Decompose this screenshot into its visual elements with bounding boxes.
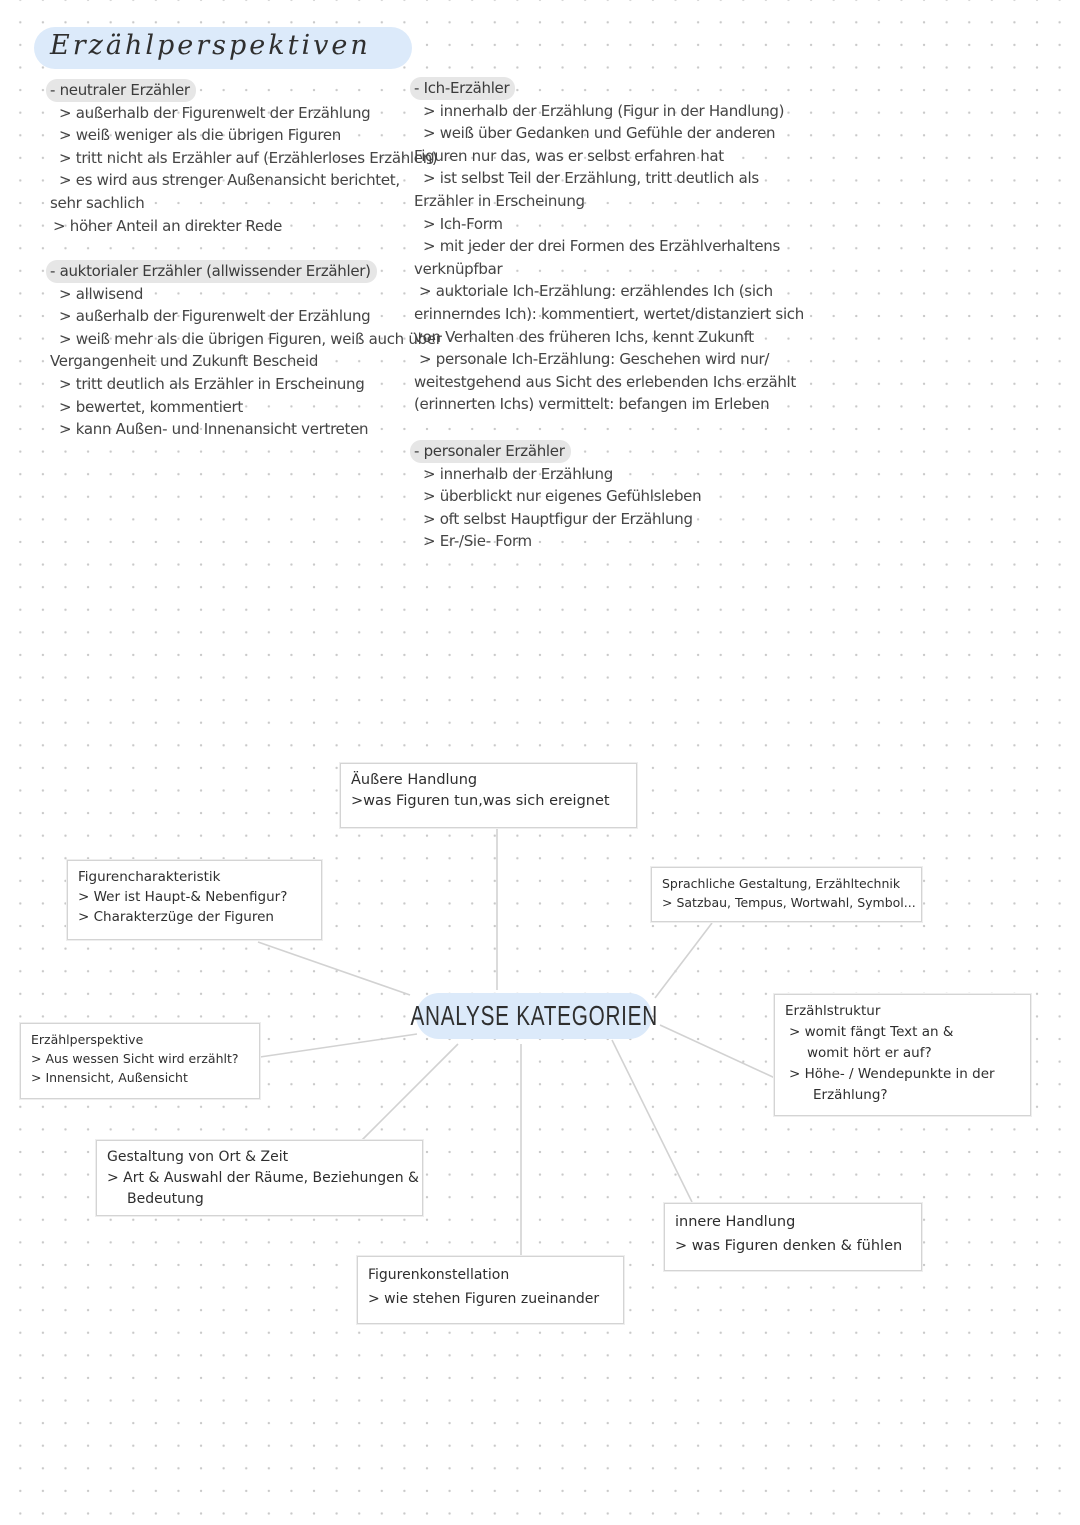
text-line: > höher Anteil an direkter Rede — [53, 216, 283, 235]
text-line: > überblickt nur eigenes Gefühlsleben — [423, 487, 702, 506]
node-title: Erzählperspektive — [31, 1032, 144, 1047]
node-erzaehlstruktur — [774, 994, 1031, 1116]
node-title: Erzählstruktur — [785, 1003, 881, 1019]
node-title: Gestaltung von Ort & Zeit — [107, 1149, 289, 1165]
text-line: > innerhalb der Erzählung (Figur in der Handlung) — [423, 101, 785, 120]
node-text: >was Figuren tun,was sich ereignet — [351, 793, 610, 809]
text-line: > außerhalb der Figurenwelt der Erzählung — [59, 103, 371, 122]
text-line: > tritt nicht als Erzähler auf (Erzählerloses Erzählen) — [59, 148, 438, 167]
text-line: sehr sachlich — [50, 193, 145, 212]
text-line: weitestgehend aus Sicht des erlebenden Ichs erzählt — [414, 372, 797, 391]
node-title: Figurencharakteristik — [78, 869, 221, 885]
text-line: > kann Außen- und Innenansicht vertreten — [59, 420, 369, 439]
connector-line — [612, 1040, 692, 1202]
connector-line — [258, 942, 410, 995]
connector-line — [362, 1044, 458, 1140]
text-line: > oft selbst Hauptfigur der Erzählung — [423, 509, 693, 528]
node-ort-und-zeit — [96, 1140, 423, 1216]
text-line: > mit jeder der drei Formen des Erzählverhaltens — [423, 237, 780, 256]
text-line: > innerhalb der Erzählung — [423, 464, 613, 483]
node-text: > Satzbau, Tempus, Wortwahl, Symbol... — [662, 895, 916, 910]
node-text: > Wer ist Haupt-& Nebenfigur? — [78, 889, 288, 905]
text-line: > außerhalb der Figurenwelt der Erzählung — [59, 307, 371, 326]
node-title: Äußere Handlung — [351, 772, 478, 788]
node-title: Figurenkonstellation — [368, 1267, 510, 1283]
node-text: > Charakterzüge der Figuren — [78, 909, 274, 925]
text-line: > ist selbst Teil der Erzählung, tritt deutlich als — [423, 169, 759, 188]
node-figurencharakteristik — [67, 860, 322, 940]
node-erzaehlperspektive — [20, 1023, 260, 1099]
text-line: > es wird aus strenger Außenansicht berichtet, — [59, 171, 400, 190]
text-line: > weiß weniger als die übrigen Figuren — [59, 126, 341, 145]
connector-line — [260, 1034, 417, 1057]
text-line: > auktoriale Ich-Erzählung: erzählendes Ich (sich — [419, 282, 773, 301]
text-line: verknüpfbar — [414, 259, 503, 278]
node-text: Bedeutung — [127, 1191, 204, 1207]
text-line: > weiß mehr als die übrigen Figuren, weiß auch über — [59, 329, 442, 348]
text-line: > personale Ich-Erzählung: Geschehen wird nur/ — [419, 350, 770, 369]
page-title: Erzählperspektiven — [50, 30, 371, 61]
connector-line — [660, 1025, 775, 1078]
node-innere-handlung — [664, 1203, 922, 1271]
text-line: (erinnerten Ichs) vermittelt: befangen im Erleben — [414, 395, 770, 414]
node-text: > womit fängt Text an & — [789, 1024, 954, 1040]
node-text: > wie stehen Figuren zueinander — [368, 1291, 600, 1307]
text-line: von Verhalten des früheren Ichs, kennt Zukunft — [414, 327, 754, 346]
node-text: > Innensicht, Außensicht — [31, 1070, 188, 1085]
node-text: womit hört er auf? — [807, 1045, 932, 1061]
connector-line — [655, 923, 712, 998]
text-line: > Er-/Sie- Form — [423, 532, 532, 551]
node-aeussere-handlung — [340, 763, 637, 828]
text-line: erinnerndes Ich): kommentiert, wertet/distanziert sich — [414, 304, 804, 323]
text-line: > bewertet, kommentiert — [59, 397, 243, 416]
node-text: > Höhe- / Wendepunkte in der — [789, 1066, 995, 1082]
node-text: > was Figuren denken & fühlen — [675, 1238, 903, 1254]
node-title: innere Handlung — [675, 1214, 796, 1230]
node-title: Sprachliche Gestaltung, Erzähltechnik — [662, 876, 901, 891]
node-figurenkonstellation — [357, 1256, 624, 1324]
text-line: > weiß über Gedanken und Gefühle der anderen — [423, 124, 776, 143]
section-heading: - Ich-Erzähler — [410, 77, 515, 100]
node-text: > Art & Auswahl der Räume, Beziehungen & — [107, 1170, 419, 1186]
text-line: > tritt deutlich als Erzähler in Erscheinung — [59, 374, 365, 393]
text-line: > allwisend — [59, 284, 144, 303]
node-text: > Aus wessen Sicht wird erzählt? — [31, 1051, 239, 1066]
text-line: Figuren nur das, was er selbst erfahren hat — [414, 146, 724, 165]
mindmap-center-label: ANALYSE KATEGORIEN — [410, 1000, 658, 1031]
section-heading: - auktorialer Erzähler (allwissender Erzähler) — [46, 260, 377, 283]
text-line: Vergangenheit und Zukunft Bescheid — [50, 352, 319, 371]
text-line: > Ich-Form — [423, 214, 503, 233]
node-text: Erzählung? — [813, 1087, 888, 1103]
section-heading: - neutraler Erzähler — [46, 79, 196, 102]
section-heading: - personaler Erzähler — [410, 440, 571, 463]
node-sprachliche-gestaltung — [651, 867, 922, 922]
text-line: Erzähler in Erscheinung — [414, 191, 585, 210]
mindmap-center — [410, 993, 658, 1039]
